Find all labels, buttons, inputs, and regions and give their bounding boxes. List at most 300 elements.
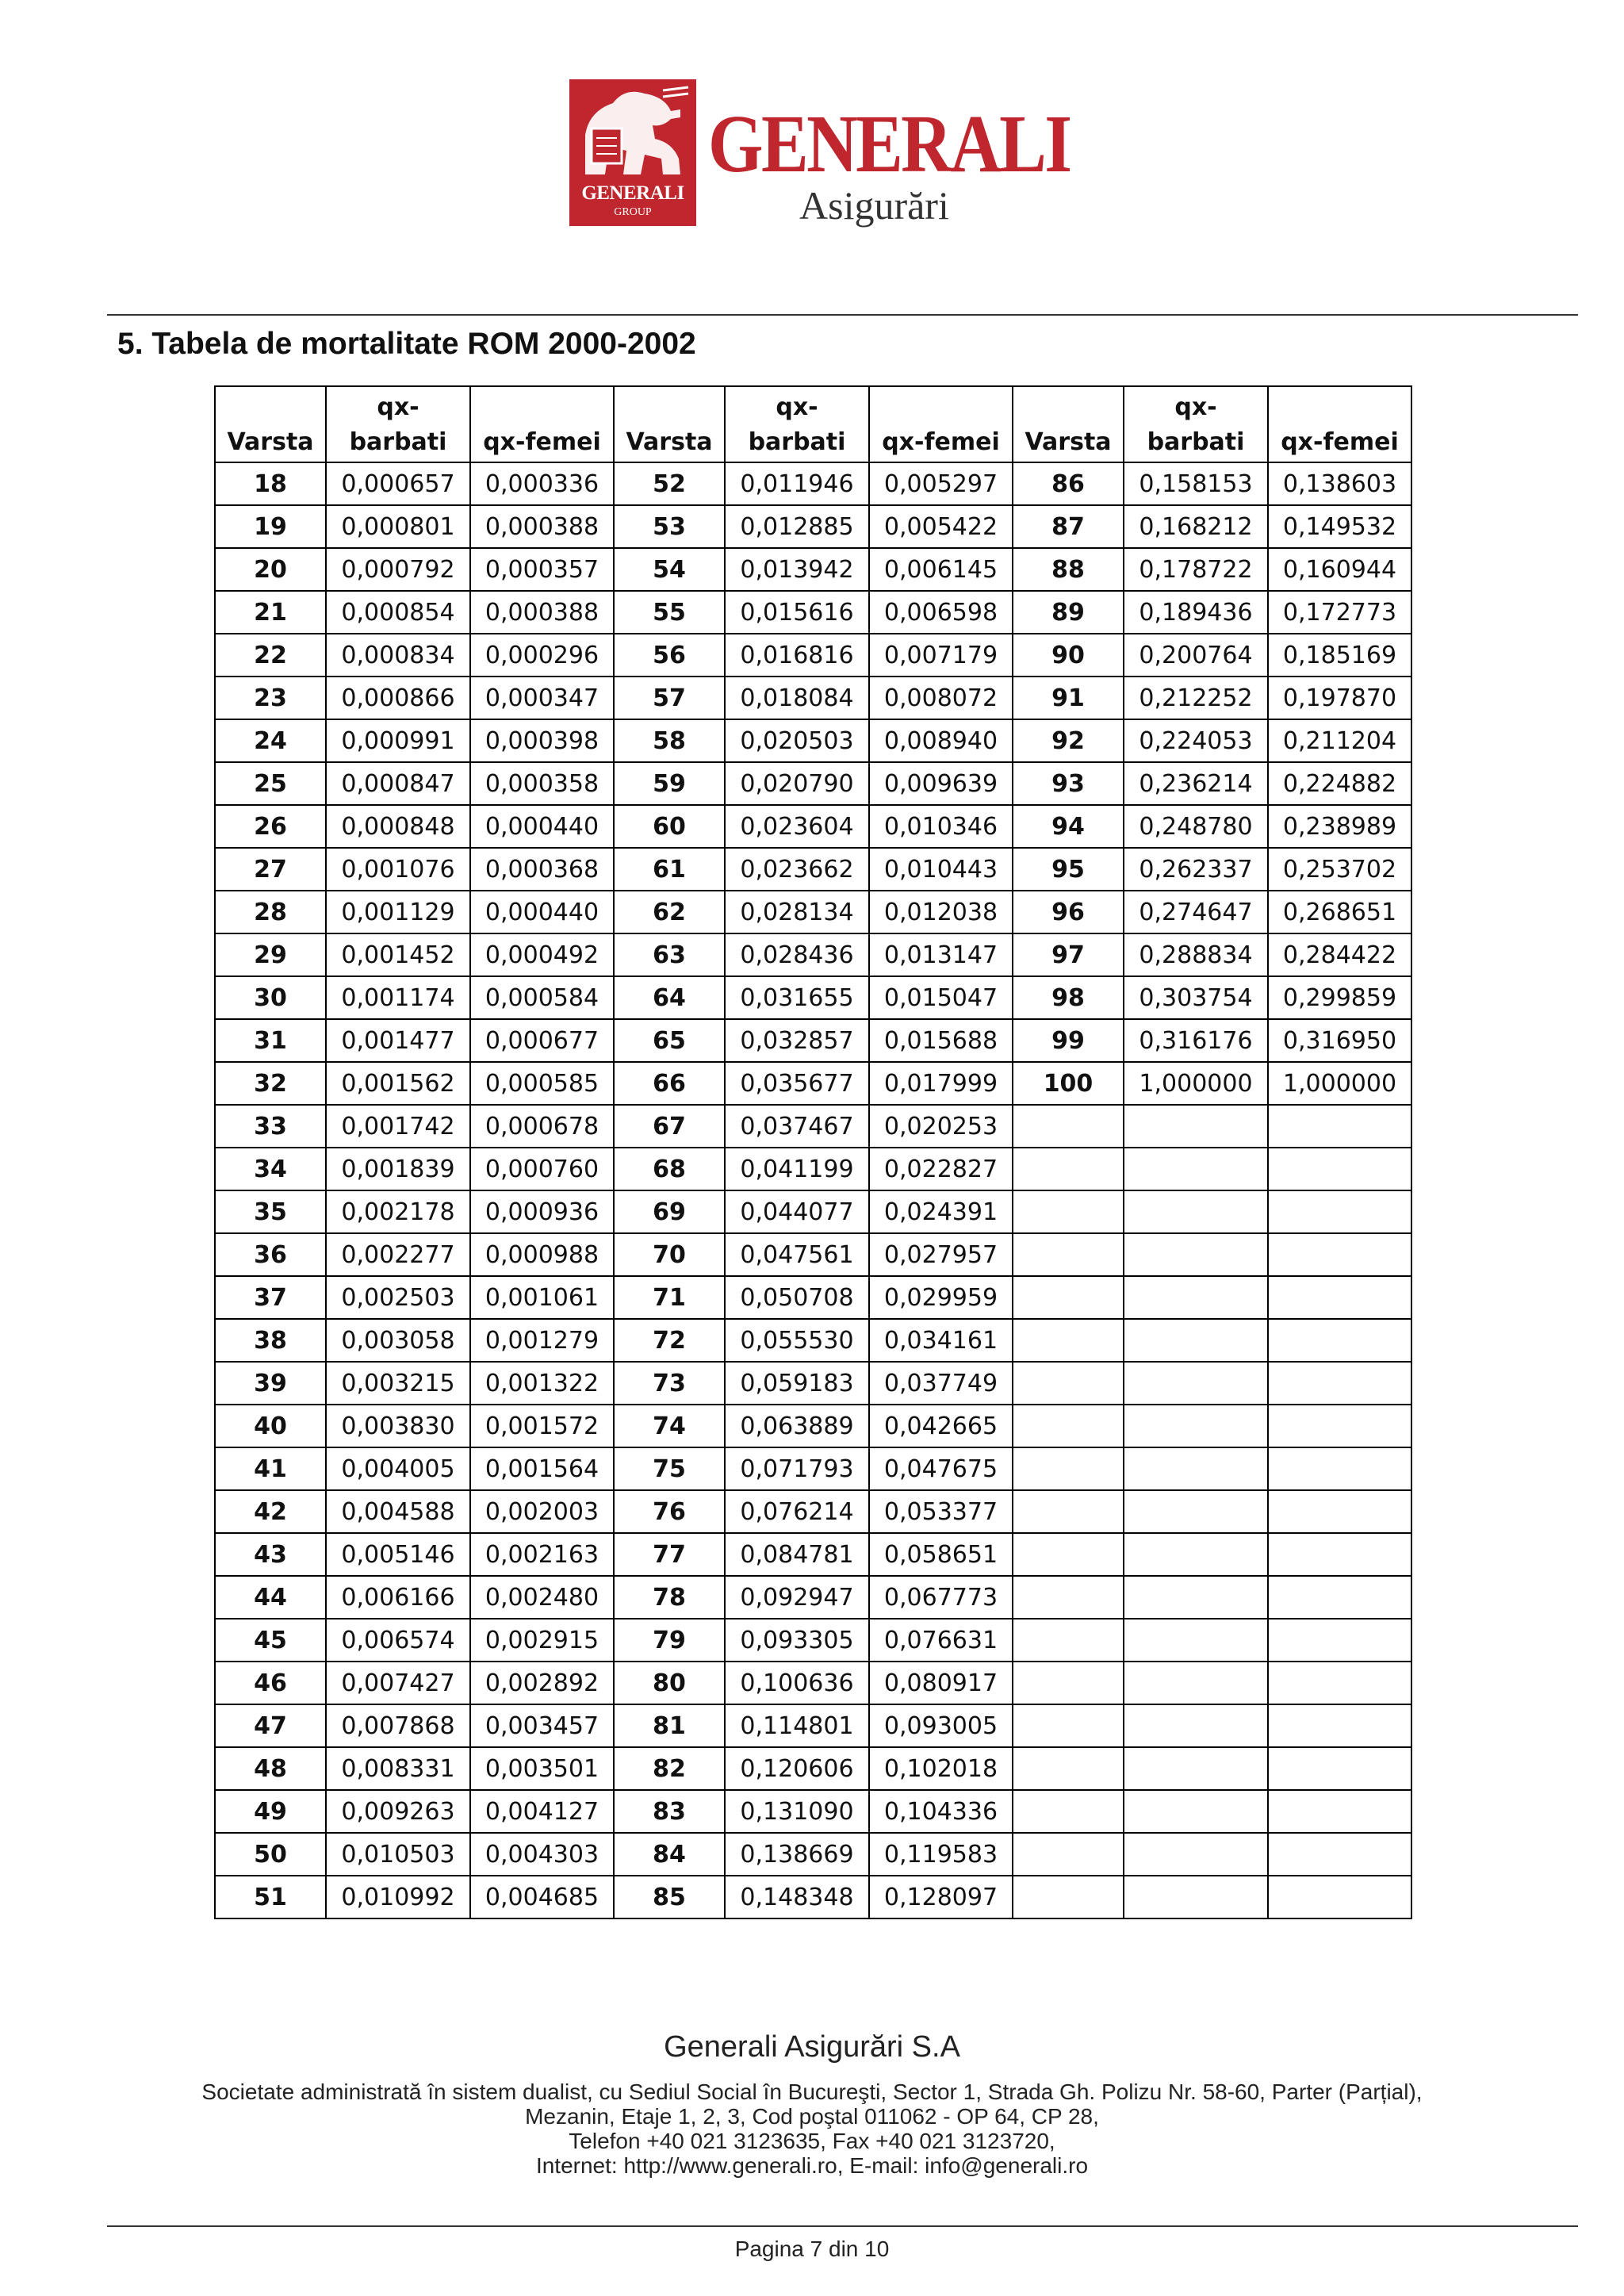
qx-women-cell: 0,000988 bbox=[470, 1233, 614, 1276]
qx-men-cell: 0,047561 bbox=[725, 1233, 869, 1276]
age-cell: 60 bbox=[614, 805, 725, 848]
qx-men-cell: 0,006574 bbox=[326, 1619, 470, 1662]
column-header bbox=[326, 386, 470, 462]
footer-company: Generali Asigurări S.A bbox=[664, 2030, 960, 2064]
age-cell: 74 bbox=[614, 1405, 725, 1447]
column-header-line: barbati bbox=[349, 428, 447, 456]
qx-women-cell: 0,000388 bbox=[470, 505, 614, 548]
age-cell: 26 bbox=[215, 805, 326, 848]
qx-women-cell: 0,000368 bbox=[470, 848, 614, 891]
age-cell: 81 bbox=[614, 1704, 725, 1747]
age-cell: 29 bbox=[215, 933, 326, 976]
top-divider bbox=[107, 314, 1578, 316]
age-cell: 32 bbox=[215, 1062, 326, 1105]
qx-men-cell: 0,274647 bbox=[1124, 891, 1268, 933]
age-cell: 49 bbox=[215, 1790, 326, 1833]
qx-women-cell: 0,015688 bbox=[869, 1019, 1013, 1062]
qx-men-cell: 0,016816 bbox=[725, 634, 869, 677]
age-cell bbox=[1013, 1576, 1124, 1619]
qx-men-cell: 0,168212 bbox=[1124, 505, 1268, 548]
qx-women-cell: 0,000347 bbox=[470, 677, 614, 719]
table-row bbox=[215, 1405, 1411, 1447]
qx-women-cell: 0,020253 bbox=[869, 1105, 1013, 1148]
column-header-line: Varsta bbox=[227, 428, 314, 456]
qx-men-cell: 0,004005 bbox=[326, 1447, 470, 1490]
qx-men-cell: 1,000000 bbox=[1124, 1062, 1268, 1105]
qx-women-cell: 0,002003 bbox=[470, 1490, 614, 1533]
age-cell: 51 bbox=[215, 1876, 326, 1918]
qx-women-cell bbox=[1268, 1190, 1411, 1233]
age-cell: 95 bbox=[1013, 848, 1124, 891]
age-cell bbox=[1013, 1447, 1124, 1490]
qx-men-cell: 0,013942 bbox=[725, 548, 869, 591]
qx-men-cell: 0,031655 bbox=[725, 976, 869, 1019]
age-cell: 46 bbox=[215, 1662, 326, 1704]
qx-men-cell bbox=[1124, 1833, 1268, 1876]
qx-women-cell: 1,000000 bbox=[1268, 1062, 1411, 1105]
age-cell: 39 bbox=[215, 1362, 326, 1405]
qx-women-cell: 0,299859 bbox=[1268, 976, 1411, 1019]
age-cell: 41 bbox=[215, 1447, 326, 1490]
age-cell: 61 bbox=[614, 848, 725, 891]
age-cell: 23 bbox=[215, 677, 326, 719]
qx-men-cell bbox=[1124, 1790, 1268, 1833]
qx-women-cell: 0,080917 bbox=[869, 1662, 1013, 1704]
qx-men-cell bbox=[1124, 1148, 1268, 1190]
qx-men-cell: 0,236214 bbox=[1124, 762, 1268, 805]
age-cell: 53 bbox=[614, 505, 725, 548]
qx-women-cell: 0,004303 bbox=[470, 1833, 614, 1876]
age-cell: 47 bbox=[215, 1704, 326, 1747]
age-cell bbox=[1013, 1790, 1124, 1833]
qx-women-cell: 0,029959 bbox=[869, 1276, 1013, 1319]
table-row bbox=[215, 1233, 1411, 1276]
footer-line: Telefon +40 021 3123635, Fax +40 021 3123720, bbox=[569, 2129, 1055, 2153]
age-cell: 88 bbox=[1013, 548, 1124, 591]
age-cell: 44 bbox=[215, 1576, 326, 1619]
qx-men-cell: 0,059183 bbox=[725, 1362, 869, 1405]
table-row bbox=[215, 1190, 1411, 1233]
qx-men-cell bbox=[1124, 1233, 1268, 1276]
age-cell: 79 bbox=[614, 1619, 725, 1662]
qx-men-cell: 0,002277 bbox=[326, 1233, 470, 1276]
qx-women-cell bbox=[1268, 1490, 1411, 1533]
qx-women-cell: 0,000677 bbox=[470, 1019, 614, 1062]
age-cell bbox=[1013, 1704, 1124, 1747]
qx-men-cell: 0,023662 bbox=[725, 848, 869, 891]
age-cell: 36 bbox=[215, 1233, 326, 1276]
qx-women-cell: 0,006145 bbox=[869, 548, 1013, 591]
qx-women-cell: 0,001572 bbox=[470, 1405, 614, 1447]
age-cell: 27 bbox=[215, 848, 326, 891]
qx-men-cell: 0,131090 bbox=[725, 1790, 869, 1833]
qx-men-cell: 0,010992 bbox=[326, 1876, 470, 1918]
qx-men-cell bbox=[1124, 1876, 1268, 1918]
qx-women-cell: 0,000584 bbox=[470, 976, 614, 1019]
column-header-line bbox=[870, 390, 1012, 425]
qx-men-cell: 0,002503 bbox=[326, 1276, 470, 1319]
qx-men-cell: 0,005146 bbox=[326, 1533, 470, 1576]
column-header-line: barbati bbox=[1147, 428, 1245, 456]
age-cell: 85 bbox=[614, 1876, 725, 1918]
qx-men-cell: 0,020790 bbox=[725, 762, 869, 805]
qx-men-cell: 0,041199 bbox=[725, 1148, 869, 1190]
qx-women-cell: 0,224882 bbox=[1268, 762, 1411, 805]
qx-women-cell: 0,000936 bbox=[470, 1190, 614, 1233]
qx-men-cell: 0,000991 bbox=[326, 719, 470, 762]
column-header bbox=[725, 386, 869, 462]
age-cell: 20 bbox=[215, 548, 326, 591]
age-cell: 92 bbox=[1013, 719, 1124, 762]
qx-men-cell: 0,044077 bbox=[725, 1190, 869, 1233]
footer-address bbox=[0, 2079, 1624, 2178]
age-cell: 76 bbox=[614, 1490, 725, 1533]
table-row bbox=[215, 462, 1411, 505]
qx-women-cell: 0,197870 bbox=[1268, 677, 1411, 719]
qx-women-cell: 0,316950 bbox=[1268, 1019, 1411, 1062]
age-cell: 72 bbox=[614, 1319, 725, 1362]
qx-men-cell bbox=[1124, 1704, 1268, 1747]
qx-women-cell: 0,211204 bbox=[1268, 719, 1411, 762]
table-row bbox=[215, 976, 1411, 1019]
table-row bbox=[215, 719, 1411, 762]
qx-women-cell: 0,003457 bbox=[470, 1704, 614, 1747]
table-row bbox=[215, 1876, 1411, 1918]
qx-women-cell: 0,027957 bbox=[869, 1233, 1013, 1276]
table-row bbox=[215, 1062, 1411, 1105]
qx-men-cell bbox=[1124, 1747, 1268, 1790]
age-cell: 84 bbox=[614, 1833, 725, 1876]
qx-men-cell: 0,000834 bbox=[326, 634, 470, 677]
age-cell: 83 bbox=[614, 1790, 725, 1833]
age-cell: 96 bbox=[1013, 891, 1124, 933]
qx-men-cell: 0,003058 bbox=[326, 1319, 470, 1362]
table-row bbox=[215, 762, 1411, 805]
qx-women-cell bbox=[1268, 1447, 1411, 1490]
qx-women-cell: 0,160944 bbox=[1268, 548, 1411, 591]
qx-women-cell: 0,058651 bbox=[869, 1533, 1013, 1576]
column-header bbox=[215, 386, 326, 462]
age-cell: 64 bbox=[614, 976, 725, 1019]
age-cell: 80 bbox=[614, 1662, 725, 1704]
qx-women-cell: 0,013147 bbox=[869, 933, 1013, 976]
age-cell bbox=[1013, 1362, 1124, 1405]
qx-women-cell: 0,004127 bbox=[470, 1790, 614, 1833]
qx-men-cell: 0,120606 bbox=[725, 1747, 869, 1790]
age-cell: 62 bbox=[614, 891, 725, 933]
qx-women-cell: 0,009639 bbox=[869, 762, 1013, 805]
age-cell: 18 bbox=[215, 462, 326, 505]
qx-women-cell: 0,238989 bbox=[1268, 805, 1411, 848]
qx-men-cell: 0,092947 bbox=[725, 1576, 869, 1619]
qx-women-cell: 0,005422 bbox=[869, 505, 1013, 548]
qx-men-cell bbox=[1124, 1362, 1268, 1405]
qx-women-cell bbox=[1268, 1319, 1411, 1362]
column-header-line: qx-femei bbox=[882, 428, 1000, 456]
qx-men-cell bbox=[1124, 1662, 1268, 1704]
qx-men-cell: 0,000801 bbox=[326, 505, 470, 548]
column-header-line: qx- bbox=[1174, 393, 1217, 421]
column-header-line bbox=[471, 390, 613, 425]
qx-men-cell: 0,037467 bbox=[725, 1105, 869, 1148]
qx-women-cell: 0,008072 bbox=[869, 677, 1013, 719]
qx-women-cell: 0,002892 bbox=[470, 1662, 614, 1704]
qx-women-cell: 0,000296 bbox=[470, 634, 614, 677]
table-row bbox=[215, 548, 1411, 591]
age-cell: 34 bbox=[215, 1148, 326, 1190]
qx-women-cell bbox=[1268, 1576, 1411, 1619]
qx-men-cell: 0,138669 bbox=[725, 1833, 869, 1876]
age-cell: 73 bbox=[614, 1362, 725, 1405]
qx-women-cell: 0,067773 bbox=[869, 1576, 1013, 1619]
qx-men-cell: 0,003215 bbox=[326, 1362, 470, 1405]
age-cell: 87 bbox=[1013, 505, 1124, 548]
qx-women-cell: 0,076631 bbox=[869, 1619, 1013, 1662]
age-cell: 66 bbox=[614, 1062, 725, 1105]
age-cell: 56 bbox=[614, 634, 725, 677]
age-cell: 89 bbox=[1013, 591, 1124, 634]
qx-women-cell: 0,053377 bbox=[869, 1490, 1013, 1533]
age-cell bbox=[1013, 1233, 1124, 1276]
qx-men-cell: 0,009263 bbox=[326, 1790, 470, 1833]
footer-line: Societate administrată în sistem dualist, cu Sediul Social în Bucureşti, Sector 1, Strada Gh. Polizu Nr. 58-60, Parter (Parțial), bbox=[201, 2079, 1423, 2104]
qx-men-cell: 0,008331 bbox=[326, 1747, 470, 1790]
qx-men-cell: 0,076214 bbox=[725, 1490, 869, 1533]
qx-men-cell: 0,303754 bbox=[1124, 976, 1268, 1019]
table-header-row bbox=[215, 386, 1411, 462]
age-cell: 68 bbox=[614, 1148, 725, 1190]
qx-men-cell: 0,224053 bbox=[1124, 719, 1268, 762]
qx-women-cell: 0,002915 bbox=[470, 1619, 614, 1662]
age-cell: 28 bbox=[215, 891, 326, 933]
age-cell: 38 bbox=[215, 1319, 326, 1362]
qx-women-cell bbox=[1268, 1405, 1411, 1447]
qx-men-cell: 0,262337 bbox=[1124, 848, 1268, 891]
qx-women-cell: 0,007179 bbox=[869, 634, 1013, 677]
age-cell: 100 bbox=[1013, 1062, 1124, 1105]
qx-men-cell: 0,055530 bbox=[725, 1319, 869, 1362]
table-row bbox=[215, 1319, 1411, 1362]
age-cell: 98 bbox=[1013, 976, 1124, 1019]
age-cell: 65 bbox=[614, 1019, 725, 1062]
qx-men-cell: 0,028436 bbox=[725, 933, 869, 976]
column-header bbox=[614, 386, 725, 462]
qx-women-cell: 0,002480 bbox=[470, 1576, 614, 1619]
qx-men-cell: 0,001174 bbox=[326, 976, 470, 1019]
qx-women-cell: 0,000440 bbox=[470, 805, 614, 848]
qx-women-cell bbox=[1268, 1276, 1411, 1319]
column-header-line: qx- bbox=[776, 393, 818, 421]
qx-men-cell bbox=[1124, 1276, 1268, 1319]
footer-line: Mezanin, Etaje 1, 2, 3, Cod poştal 011062 - OP 64, CP 28, bbox=[525, 2104, 1099, 2129]
age-cell: 30 bbox=[215, 976, 326, 1019]
generali-logo bbox=[569, 63, 1071, 238]
qx-men-cell bbox=[1124, 1105, 1268, 1148]
qx-men-cell: 0,100636 bbox=[725, 1662, 869, 1704]
table-row bbox=[215, 1533, 1411, 1576]
qx-women-cell bbox=[1268, 1704, 1411, 1747]
age-cell: 43 bbox=[215, 1533, 326, 1576]
qx-women-cell: 0,024391 bbox=[869, 1190, 1013, 1233]
age-cell: 24 bbox=[215, 719, 326, 762]
age-cell: 42 bbox=[215, 1490, 326, 1533]
qx-men-cell: 0,000792 bbox=[326, 548, 470, 591]
section-title: 5. Tabela de mortalitate ROM 2000-2002 bbox=[117, 327, 696, 361]
age-cell bbox=[1013, 1662, 1124, 1704]
qx-men-cell: 0,063889 bbox=[725, 1405, 869, 1447]
age-cell: 63 bbox=[614, 933, 725, 976]
qx-women-cell: 0,000585 bbox=[470, 1062, 614, 1105]
qx-women-cell bbox=[1268, 1362, 1411, 1405]
table-row bbox=[215, 634, 1411, 677]
qx-women-cell: 0,000760 bbox=[470, 1148, 614, 1190]
qx-men-cell: 0,002178 bbox=[326, 1190, 470, 1233]
qx-women-cell: 0,017999 bbox=[869, 1062, 1013, 1105]
age-cell: 54 bbox=[614, 548, 725, 591]
column-header-line: Varsta bbox=[626, 428, 713, 456]
qx-women-cell: 0,047675 bbox=[869, 1447, 1013, 1490]
qx-women-cell: 0,128097 bbox=[869, 1876, 1013, 1918]
age-cell: 78 bbox=[614, 1576, 725, 1619]
age-cell: 82 bbox=[614, 1747, 725, 1790]
qx-men-cell: 0,189436 bbox=[1124, 591, 1268, 634]
age-cell: 48 bbox=[215, 1747, 326, 1790]
column-header bbox=[869, 386, 1013, 462]
qx-women-cell: 0,138603 bbox=[1268, 462, 1411, 505]
qx-men-cell: 0,018084 bbox=[725, 677, 869, 719]
age-cell: 45 bbox=[215, 1619, 326, 1662]
qx-men-cell: 0,000847 bbox=[326, 762, 470, 805]
table-row bbox=[215, 1105, 1411, 1148]
qx-men-cell: 0,015616 bbox=[725, 591, 869, 634]
qx-women-cell: 0,003501 bbox=[470, 1747, 614, 1790]
qx-women-cell bbox=[1268, 1533, 1411, 1576]
age-cell: 77 bbox=[614, 1533, 725, 1576]
age-cell: 33 bbox=[215, 1105, 326, 1148]
table-row bbox=[215, 677, 1411, 719]
qx-women-cell: 0,022827 bbox=[869, 1148, 1013, 1190]
age-cell: 35 bbox=[215, 1190, 326, 1233]
qx-women-cell: 0,008940 bbox=[869, 719, 1013, 762]
qx-men-cell: 0,001452 bbox=[326, 933, 470, 976]
qx-women-cell bbox=[1268, 1148, 1411, 1190]
age-cell bbox=[1013, 1747, 1124, 1790]
qx-men-cell: 0,001129 bbox=[326, 891, 470, 933]
age-cell: 70 bbox=[614, 1233, 725, 1276]
qx-women-cell: 0,012038 bbox=[869, 891, 1013, 933]
column-header bbox=[470, 386, 614, 462]
table-row bbox=[215, 1833, 1411, 1876]
age-cell: 86 bbox=[1013, 462, 1124, 505]
qx-women-cell: 0,172773 bbox=[1268, 591, 1411, 634]
qx-men-cell: 0,020503 bbox=[725, 719, 869, 762]
logo-badge-sub: GROUP bbox=[614, 206, 652, 218]
qx-men-cell: 0,001839 bbox=[326, 1148, 470, 1190]
qx-men-cell: 0,035677 bbox=[725, 1062, 869, 1105]
age-cell: 21 bbox=[215, 591, 326, 634]
age-cell: 50 bbox=[215, 1833, 326, 1876]
qx-men-cell bbox=[1124, 1619, 1268, 1662]
column-header-line: Varsta bbox=[1025, 428, 1112, 456]
qx-men-cell: 0,248780 bbox=[1124, 805, 1268, 848]
column-header bbox=[1124, 386, 1268, 462]
qx-men-cell: 0,000657 bbox=[326, 462, 470, 505]
qx-men-cell bbox=[1124, 1190, 1268, 1233]
qx-men-cell: 0,012885 bbox=[725, 505, 869, 548]
column-header-line: barbati bbox=[748, 428, 846, 456]
table-row bbox=[215, 1747, 1411, 1790]
qx-men-cell: 0,006166 bbox=[326, 1576, 470, 1619]
age-cell bbox=[1013, 1533, 1124, 1576]
table-row bbox=[215, 1490, 1411, 1533]
age-cell bbox=[1013, 1190, 1124, 1233]
qx-men-cell: 0,004588 bbox=[326, 1490, 470, 1533]
qx-men-cell: 0,010503 bbox=[326, 1833, 470, 1876]
qx-women-cell bbox=[1268, 1619, 1411, 1662]
age-cell: 22 bbox=[215, 634, 326, 677]
table-row bbox=[215, 1148, 1411, 1190]
qx-women-cell bbox=[1268, 1833, 1411, 1876]
column-header-line bbox=[216, 390, 325, 425]
age-cell: 97 bbox=[1013, 933, 1124, 976]
qx-women-cell bbox=[1268, 1747, 1411, 1790]
age-cell bbox=[1013, 1105, 1124, 1148]
qx-women-cell: 0,268651 bbox=[1268, 891, 1411, 933]
qx-women-cell: 0,000398 bbox=[470, 719, 614, 762]
column-header bbox=[1268, 386, 1411, 462]
qx-men-cell bbox=[1124, 1405, 1268, 1447]
qx-women-cell: 0,001061 bbox=[470, 1276, 614, 1319]
qx-men-cell: 0,212252 bbox=[1124, 677, 1268, 719]
qx-men-cell: 0,158153 bbox=[1124, 462, 1268, 505]
table-row bbox=[215, 591, 1411, 634]
column-header bbox=[1013, 386, 1124, 462]
qx-women-cell: 0,000358 bbox=[470, 762, 614, 805]
mortality-table bbox=[214, 385, 1412, 1919]
age-cell: 55 bbox=[614, 591, 725, 634]
age-cell: 69 bbox=[614, 1190, 725, 1233]
qx-women-cell: 0,006598 bbox=[869, 591, 1013, 634]
qx-women-cell: 0,001279 bbox=[470, 1319, 614, 1362]
qx-men-cell: 0,007868 bbox=[326, 1704, 470, 1747]
age-cell bbox=[1013, 1319, 1124, 1362]
qx-men-cell: 0,001742 bbox=[326, 1105, 470, 1148]
brand-name: GENERALI bbox=[708, 98, 1071, 190]
age-cell bbox=[1013, 1148, 1124, 1190]
column-header-line: qx-femei bbox=[1281, 428, 1399, 456]
qx-women-cell: 0,284422 bbox=[1268, 933, 1411, 976]
qx-women-cell bbox=[1268, 1790, 1411, 1833]
age-cell: 67 bbox=[614, 1105, 725, 1148]
table-row bbox=[215, 1704, 1411, 1747]
qx-women-cell: 0,253702 bbox=[1268, 848, 1411, 891]
qx-women-cell: 0,001322 bbox=[470, 1362, 614, 1405]
lion-emblem bbox=[569, 79, 696, 226]
qx-women-cell: 0,001564 bbox=[470, 1447, 614, 1490]
qx-men-cell: 0,028134 bbox=[725, 891, 869, 933]
qx-men-cell: 0,148348 bbox=[725, 1876, 869, 1918]
table-row bbox=[215, 1019, 1411, 1062]
qx-men-cell: 0,178722 bbox=[1124, 548, 1268, 591]
age-cell: 91 bbox=[1013, 677, 1124, 719]
qx-men-cell bbox=[1124, 1490, 1268, 1533]
qx-women-cell: 0,000388 bbox=[470, 591, 614, 634]
qx-women-cell: 0,000678 bbox=[470, 1105, 614, 1148]
qx-women-cell: 0,000440 bbox=[470, 891, 614, 933]
table-row bbox=[215, 1619, 1411, 1662]
qx-women-cell: 0,010346 bbox=[869, 805, 1013, 848]
qx-women-cell: 0,149532 bbox=[1268, 505, 1411, 548]
